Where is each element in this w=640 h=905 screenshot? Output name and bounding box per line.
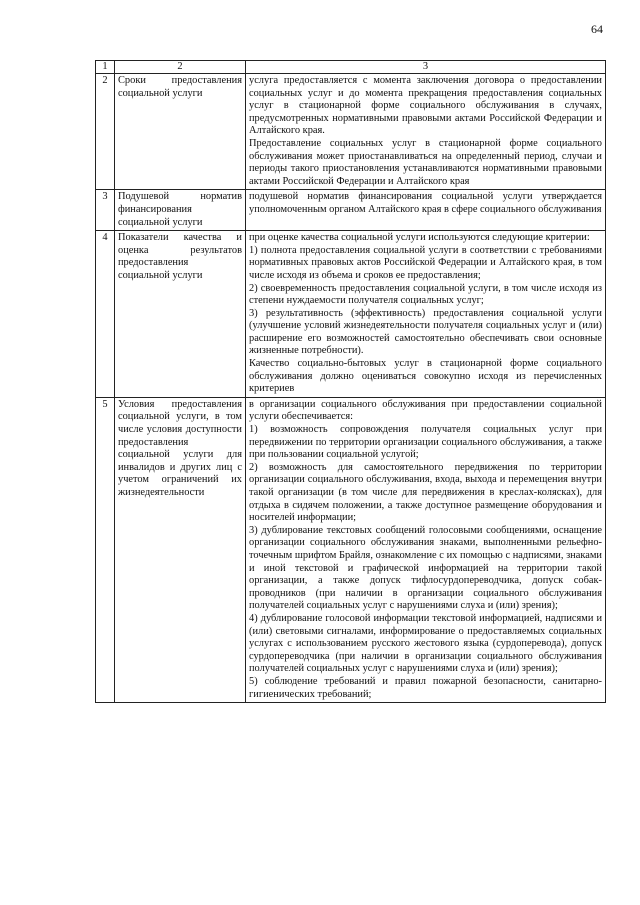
content-paragraph: при оценке качества социальной услуги используются следующие критерии: xyxy=(249,232,590,244)
row-content xyxy=(246,190,606,231)
content-paragraph: 2) возможность для самостоятельного передвижения по территории организации социального обслуживания, входа, выхода и перемещения внутри такой организации (в том числе для передвижения в креслах-колясках), для отдыха в сидячем положении, а также доступное размещение оборудования и носителей информации; xyxy=(249,461,602,524)
row-content xyxy=(246,397,606,702)
content-paragraph: 3) дублирование текстовых сообщений голосовыми сообщениями, оснащение организации социального обслуживания знаками, выполненными рельефно-точечным шрифтом Брайля, ознакомление с их помощью с надписями, знаками и иной текстовой и графической информацией на территории такой организации, а также допуск тифлосурдопереводчика, допуск собак-проводников (при наличии в организации социального обслуживания получателей социальных услуг с нарушениями слуха и (или) зрения); xyxy=(249,524,602,612)
content-paragraph: 1) полнота предоставления социальной услуги в соответствии с требованиями нормативных правовых актов Российской Федерации и Алтайского края, в том числе исходя из объема и сроков ее предоставления; xyxy=(249,244,602,281)
table-body xyxy=(96,74,606,703)
content-paragraph: 5) соблюдение требований и правил пожарной безопасности, санитарно-гигиенических требований; xyxy=(249,675,602,700)
page-number: 64 xyxy=(591,22,603,36)
row-number: 4 xyxy=(96,231,115,398)
row-content xyxy=(246,74,606,190)
row-name: Подушевой норматив финансирования социальной услуги xyxy=(115,190,246,231)
content-paragraph: услуга предоставляется с момента заключения договора о предоставлении социальных услуг и до момента прекращения предоставления социальных услуг в стационарной форме социального обслуживания в случаях, предусмотренных нормативными правовыми актами Российской Федерации и Алтайского края. xyxy=(249,75,602,137)
content-paragraph: подушевой норматив финансирования социальной услуги утверждается уполномоченным органом Алтайского края в сфере социального обслуживания xyxy=(249,191,602,215)
header-cell-3: 3 xyxy=(246,61,606,74)
table-row xyxy=(96,397,606,702)
content-paragraph: 1) возможность сопровождения получателя социальных услуг при передвижении по территории организации социального обслуживания, а также при пользовании социальной услугой; xyxy=(249,424,602,461)
row-number: 5 xyxy=(96,397,115,702)
table-row xyxy=(96,74,606,190)
header-cell-1: 1 xyxy=(96,61,115,74)
content-paragraph: Качество социально-бытовых услуг в стационарной форме социального обслуживания должно оцениваться совокупно исходя из перечисленных критериев xyxy=(249,358,602,395)
content-paragraph: 4) дублирование голосовой информации текстовой информацией, надписями и (или) световыми сигналами, информирование о предоставляемых социальных услугах с использованием русского жестового языка (сурдоперевода), допуск сурдопереводчика (при наличии в организации социального обслуживания получателей социальных услуг с нарушениями слуха и (или) зрения); xyxy=(249,612,602,675)
content-paragraph: 2) своевременность предоставления социальной услуги, в том числе исходя из степени нуждаемости получателя социальных услуг; xyxy=(249,282,602,307)
content-paragraph: Предоставление социальных услуг в стационарной форме социального обслуживания может приостанавливаться на определенный период, случаи и периоды такого приостановления устанавливаются нормативными правовыми актами Российской Федерации и Алтайского края xyxy=(249,137,602,187)
content-paragraph: в организации социального обслуживания при предоставлении социальной услуги обеспечивается: xyxy=(249,398,602,423)
row-name: Показатели качества и оценка результатов предоставления социальной услуги xyxy=(115,231,246,398)
table-row xyxy=(96,231,606,398)
row-number: 3 xyxy=(96,190,115,231)
header-cell-2: 2 xyxy=(115,61,246,74)
service-table xyxy=(95,60,606,703)
row-content xyxy=(246,231,606,398)
content-paragraph: 3) результативность (эффективность) предоставления социальной услуги (улучшение условий жизнедеятельности получателя социальных услуг и (или) расширение его возможностей самостоятельно обеспечивать свои основные жизненные потребности). xyxy=(249,307,602,357)
table-row xyxy=(96,190,606,231)
row-name: Сроки предоставления социальной услуги xyxy=(115,74,246,190)
header-row xyxy=(96,61,606,74)
row-number: 2 xyxy=(96,74,115,190)
row-name: Условия предоставления социальной услуги, в том числе условия доступности предоставления социальной услуги для инвалидов и других лиц с учетом ограничений их жизнедеятельности xyxy=(115,397,246,702)
